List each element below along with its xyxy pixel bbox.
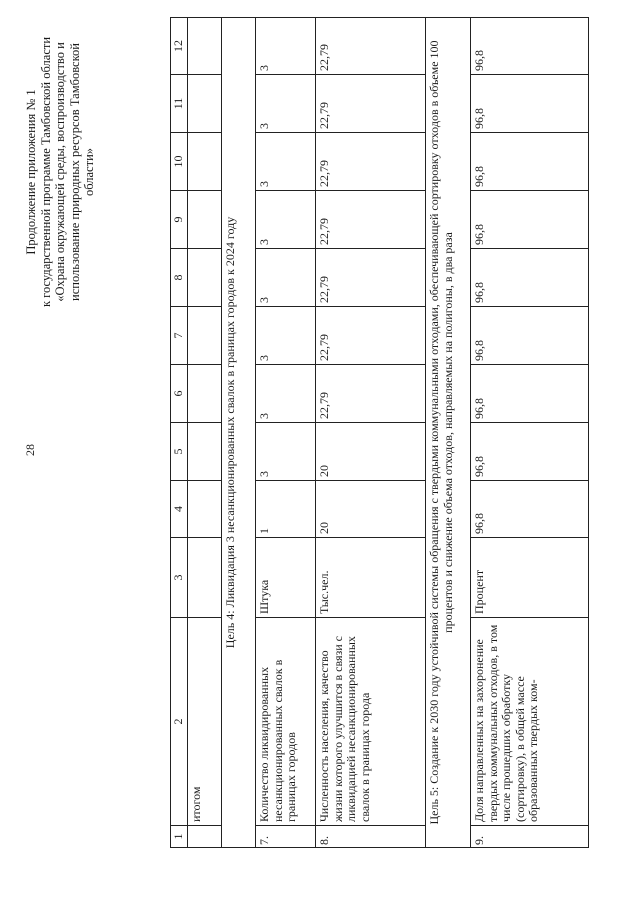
value-cell: 3 xyxy=(256,249,316,307)
column-number: 3 xyxy=(171,538,188,618)
value-cell: 96,8 xyxy=(471,423,589,481)
value-cell: 96,8 xyxy=(471,365,589,423)
column-number-row xyxy=(171,18,188,848)
column-number: 6 xyxy=(171,365,188,423)
value-cell: 22,79 xyxy=(316,365,426,423)
goal-row xyxy=(222,18,256,848)
value-cell: 22,79 xyxy=(316,307,426,365)
goal-4-text: Цель 4: Ликвидация 3 несанкционированных свалок в границах городов к 2024 году xyxy=(222,18,256,848)
header-line: использование природных ресурсов Тамбовской xyxy=(67,43,82,301)
indicator-name: Количество ликвидированных несанкционированных свалок в границах городов xyxy=(256,618,316,826)
value-cell: 3 xyxy=(256,191,316,249)
row-number: 7. xyxy=(256,826,316,848)
value-cell: 3 xyxy=(256,75,316,133)
header-line: к государственной программе Тамбовской области xyxy=(38,36,53,308)
header-line: Продолжение приложения № 1 xyxy=(24,89,38,255)
unit: Процент xyxy=(471,538,589,618)
value-cell: 22,79 xyxy=(316,75,426,133)
value-cell: 20 xyxy=(316,481,426,538)
header-line: «Охрана окружающей среды, воспроизводство и xyxy=(53,42,67,302)
value-cell: 96,8 xyxy=(471,18,589,75)
value-cell: 3 xyxy=(256,365,316,423)
value-cell: 96,8 xyxy=(471,481,589,538)
value-cell: 3 xyxy=(256,133,316,191)
value-cell: 22,79 xyxy=(316,249,426,307)
column-number: 1 xyxy=(171,826,188,848)
value-cell: 3 xyxy=(256,18,316,75)
value-cell: 96,8 xyxy=(471,307,589,365)
column-number: 7 xyxy=(171,307,188,365)
value-cell: 22,79 xyxy=(316,133,426,191)
table-row xyxy=(256,18,316,848)
unit: Штука xyxy=(256,538,316,618)
header-line: области» xyxy=(82,147,96,197)
column-number: 8 xyxy=(171,249,188,307)
row-number: 9. xyxy=(471,826,589,848)
value-cell: 96,8 xyxy=(471,133,589,191)
value-cell: 96,8 xyxy=(471,75,589,133)
value-cell: 3 xyxy=(256,423,316,481)
column-number: 11 xyxy=(171,75,188,133)
column-number: 4 xyxy=(171,481,188,538)
value-cell: 22,79 xyxy=(316,191,426,249)
value-cell: 1 xyxy=(256,481,316,538)
indicator-name: Доля направленных на захоронение твердых коммунальных отходов, в том числе прошедших обработку (сортировку), в общей массе образованных твердых ком- xyxy=(471,618,589,826)
value-cell: 20 xyxy=(316,423,426,481)
indicator-name: Численность населения, качество жизни которого улучшится в связи с ликвидацией несанкционированных свалок в границах города xyxy=(316,618,426,826)
table-row xyxy=(316,18,426,848)
value-cell: 22,79 xyxy=(316,18,426,75)
column-number: 9 xyxy=(171,191,188,249)
total-label: итогом xyxy=(188,618,222,826)
value-cell: 3 xyxy=(256,307,316,365)
column-number: 12 xyxy=(171,18,188,75)
column-number: 10 xyxy=(171,133,188,191)
appendix-header xyxy=(24,7,97,337)
row-number: 8. xyxy=(316,826,426,848)
value-cell: 96,8 xyxy=(471,191,589,249)
column-number: 2 xyxy=(171,618,188,826)
unit: Тыс.чел. xyxy=(316,538,426,618)
goal-row xyxy=(426,18,471,848)
page-number: 28 xyxy=(23,444,37,456)
goal-5-text: Цель 5: Создание к 2030 году устойчивой системы обращения с твердыми коммунальными отходами, обеспечивающей сортировку отходов в объеме 100 процентов и снижение объема отходов, направляемых на полигоны, в два раза xyxy=(426,18,471,848)
table-row xyxy=(471,18,589,848)
total-row xyxy=(188,18,222,848)
value-cell: 96,8 xyxy=(471,249,589,307)
column-number: 5 xyxy=(171,423,188,481)
indicators-table xyxy=(170,17,589,848)
